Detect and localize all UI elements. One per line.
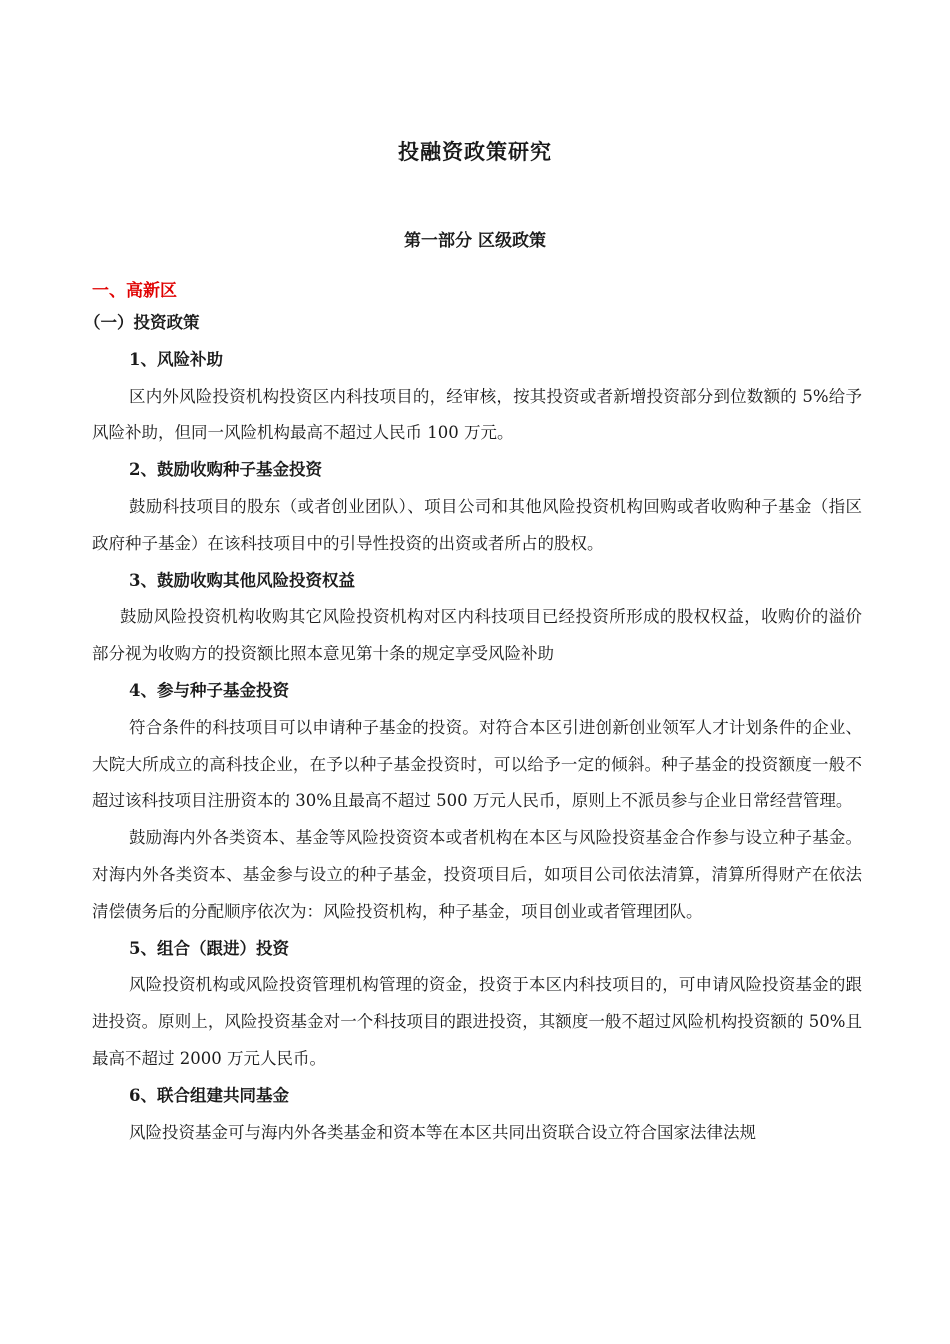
paragraph: 风险投资基金可与海内外各类基金和资本等在本区共同出资联合设立符合国家法律法规	[129, 1122, 756, 1142]
paragraph: 鼓励海内外各类资本、基金等风险投资资本或者机构在本区与风险投资基金合作参与设立种子基金。对海内外各类资本、基金参与设立的种子基金，投资项目后，如项目公司依法清算，清算所得财产在依法清偿债务后的分配顺序依次为：风险投资机构，种子基金，项目创业或者管理团队。	[92, 828, 862, 921]
paragraph: 符合条件的科技项目可以申请种子基金的投资。对符合本区引进创新创业领军人才计划条件的企业、大院大所成立的高科技企业，在予以种子基金投资时，可以给予一定的倾斜。种子基金的投资额度一般不超过该科技项目注册资本的 30%且最高不超过 500 万元人民币，原则上不派员参与企业日常经营管理。	[92, 717, 862, 811]
document-title: 投融资政策研究	[398, 139, 552, 164]
item-heading: 5、组合（跟进）投资	[129, 938, 289, 958]
paragraph: 鼓励科技项目的股东（或者创业团队）、项目公司和其他风险投资机构回购或者收购种子基金（指区政府种子基金）在该科技项目中的引导性投资的出资或者所占的股权。	[92, 496, 862, 553]
subsection-title: （一）投资政策	[84, 313, 200, 332]
section-title: 一、高新区	[92, 281, 177, 301]
paragraph: 区内外风险投资机构投资区内科技项目的，经审核，按其投资或者新增投资部分到位数额的 5%给予风险补助，但同一风险机构最高不超过人民币 100 万元。	[92, 386, 862, 443]
item-heading: 3、鼓励收购其他风险投资权益	[129, 570, 355, 590]
paragraph: 风险投资机构或风险投资管理机构管理的资金，投资于本区内科技项目的，可申请风险投资基金的跟进投资。原则上，风险投资基金对一个科技项目的跟进投资，其额度一般不超过风险机构投资额的 50%且最高不超过 2000 万元人民币。	[92, 975, 862, 1068]
item-heading: 6、联合组建共同基金	[129, 1085, 289, 1105]
document-body	[84, 305, 862, 1151]
part-title: 第一部分 区级政策	[404, 231, 546, 251]
item-heading: 1、风险补助	[129, 349, 223, 369]
item-heading: 4、参与种子基金投资	[129, 680, 289, 700]
paragraph: 鼓励风险投资机构收购其它风险投资机构对区内科技项目已经投资所形成的股权权益，收购价的溢价部分视为收购方的投资额比照本意见第十条的规定享受风险补助	[92, 607, 862, 664]
item-heading: 2、鼓励收购种子基金投资	[129, 460, 322, 480]
